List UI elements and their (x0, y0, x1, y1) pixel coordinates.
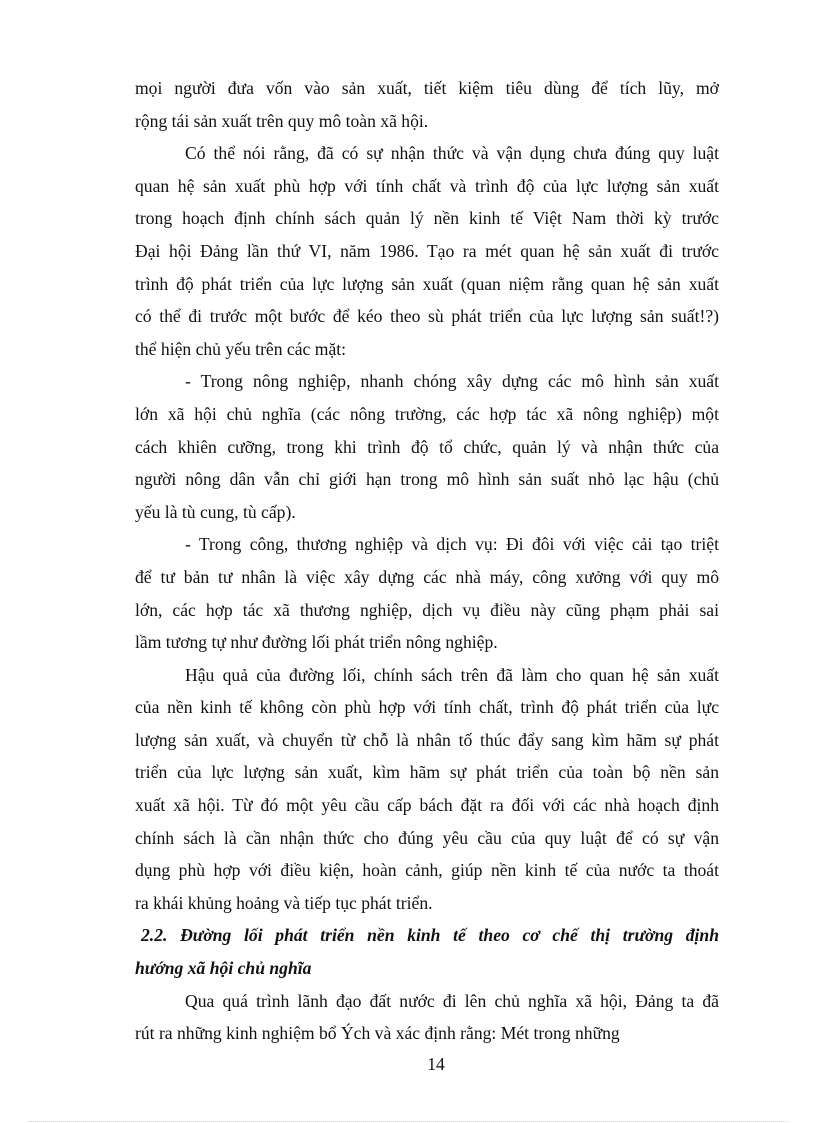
text-line: xuất xã hội. Từ đó một yêu cầu cấp bách đặt ra đối với các nhà hoạch định (135, 795, 719, 816)
paragraph-consequences (135, 659, 719, 920)
text-line: Hậu quả của đường lối, chính sách trên đã làm cho quan hệ sản xuất (185, 664, 719, 685)
text-line: lầm tương tự như đường lối phát triển nông nghiệp. (135, 632, 498, 653)
paragraph-continuation (135, 72, 719, 137)
text-line: Đại hội Đảng lần thứ VI, năm 1986. Tạo ra mét quan hệ sản xuất đi trước (135, 240, 719, 261)
text-line: có thể đi trước một bước để kéo theo sù phát triển của lực lượng sản suất!?) (135, 306, 719, 327)
paragraph-closing (135, 985, 719, 1050)
heading-line: hướng xã hội chủ nghĩa (135, 958, 312, 979)
text-line: rút ra những kinh nghiệm bổ Ých và xác định rằng: Mét trong những (135, 1023, 620, 1044)
text-line: cách khiên cưỡng, trong khi trình độ tổ chức, quản lý và nhận thức của (135, 436, 719, 457)
text-line: lớn xã hội chủ nghĩa (các nông trường, các hợp tác xã nông nghiệp) một (135, 403, 719, 424)
text-line: - Trong công, thương nghiệp và dịch vụ: Đi đôi với việc cải tạo triệt (185, 534, 719, 555)
text-line: để tư bản tư nhân là việc xây dựng các nhà máy, công xưởng với quy mô (135, 566, 719, 587)
text-line: Có thể nói rằng, đã có sự nhận thức và vận dụng chưa đúng quy luật (185, 143, 719, 164)
paragraph-industry-commerce (135, 528, 719, 658)
text-line: yếu là tù cung, tù cấp). (135, 501, 296, 522)
paragraph-relations-of-production (135, 137, 719, 365)
heading-line: 2.2. Đường lối phát triển nền kinh tế theo cơ chế thị trường định (141, 925, 719, 946)
text-line: người nông dân vẫn chỉ giới hạn trong mô hình sản suất nhỏ lạc hậu (chủ (135, 469, 719, 490)
section-heading (135, 919, 719, 984)
page-number: 14 (427, 1054, 445, 1074)
text-line: ra khái khủng hoảng và tiếp tục phát triển. (135, 892, 433, 913)
text-line: lượng sản xuất, và chuyển từ chỗ là nhân tố thúc đẩy sang kìm hãm sự phát (135, 729, 719, 750)
text-line: trong hoạch định chính sách quản lý nền kinh tế Việt Nam thời kỳ trước (135, 208, 719, 229)
page-bottom-divider (28, 1121, 788, 1122)
text-line: chính sách là cần nhận thức cho đúng yêu cầu của quy luật để có sự vận (135, 827, 719, 848)
paragraph-agriculture (135, 365, 719, 528)
text-line: triển của lực lượng sản xuất, kìm hãm sự phát triển của toàn bộ nền sản (135, 762, 719, 783)
text-line: - Trong nông nghiệp, nhanh chóng xây dựng các mô hình sản xuất (185, 371, 719, 392)
text-line: lớn, các hợp tác xã thương nghiệp, dịch vụ điều này cũng phạm phải sai (135, 599, 719, 620)
text-line: mọi người đưa vốn vào sản xuất, tiết kiệm tiêu dùng để tích lũy, mở (135, 78, 719, 98)
text-line: dụng phù hợp với điều kiện, hoàn cảnh, giúp nền kinh tế của nước ta thoát (135, 860, 719, 881)
text-line: của nền kinh tế không còn phù hợp với tính chất, trình độ phát triển của lực (135, 697, 719, 718)
text-line: trình độ phát triển của lực lượng sản xuất (quan niệm rằng quan hệ sản xuất (135, 273, 719, 294)
text-line: rộng tái sản xuất trên quy mô toàn xã hội. (135, 110, 429, 131)
text-line: Qua quá trình lãnh đạo đất nước đi lên chủ nghĩa xã hội, Đảng ta đã (185, 990, 719, 1011)
text-line: thể hiện chủ yếu trên các mặt: (135, 338, 347, 359)
document-page (135, 72, 719, 1050)
text-line: quan hệ sản xuất phù hợp với tính chất và trình độ của lực lượng sản xuất (135, 175, 719, 196)
